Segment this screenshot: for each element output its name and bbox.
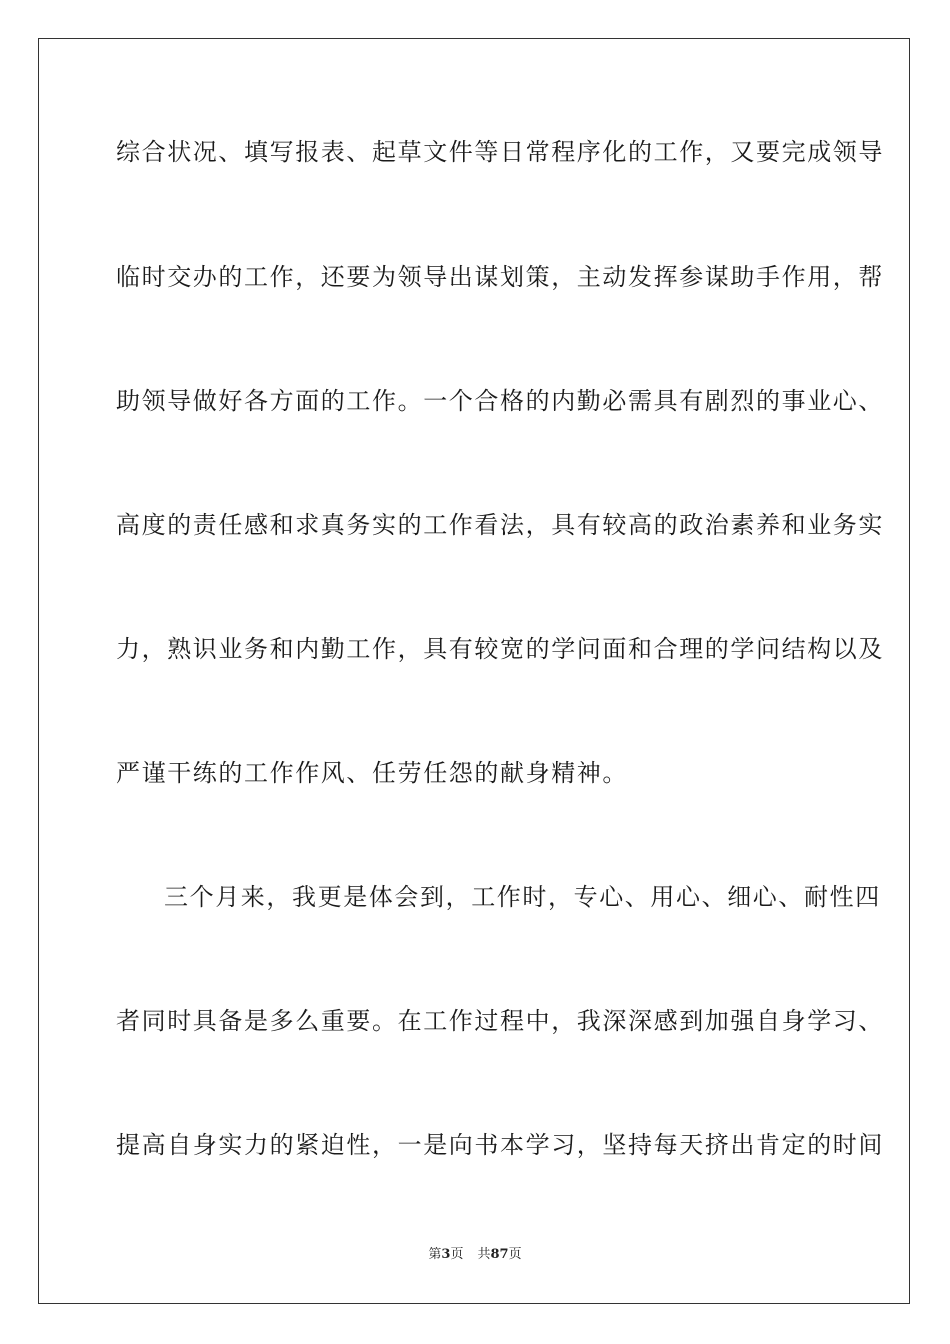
total-suffix: 页 (508, 1247, 522, 1262)
paragraph-first-line: 三个月来，我更是体会到，工作时，专心、用心、细心、耐性四 (164, 883, 881, 911)
page-border (38, 38, 910, 1304)
text-line: 严谨干练的工作作风、任劳任怨的献身精神。 (116, 759, 628, 787)
total-pages: 87 (490, 1247, 509, 1262)
total-prefix: 共 (477, 1247, 491, 1262)
page-prefix: 第 (428, 1247, 442, 1262)
text-line: 综合状况、填写报表、起草文件等日常程序化的工作，又要完成领导 (116, 138, 884, 166)
text-line: 助领导做好各方面的工作。一个合格的内勤必需具有剧烈的事业心、 (116, 387, 884, 415)
text-line: 者同时具备是多么重要。在工作过程中，我深深感到加强自身学习、 (116, 1007, 884, 1035)
page-number: 3 (441, 1247, 451, 1262)
page-footer (0, 1247, 950, 1263)
page-suffix: 页 (450, 1247, 464, 1262)
text-line: 力，熟识业务和内勤工作，具有较宽的学问面和合理的学问结构以及 (116, 635, 884, 663)
text-line: 高度的责任感和求真务实的工作看法，具有较高的政治素养和业务实 (116, 511, 884, 539)
text-line: 提高自身实力的紧迫性，一是向书本学习，坚持每天挤出肯定的时间 (116, 1131, 884, 1159)
text-line: 临时交办的工作，还要为领导出谋划策，主动发挥参谋助手作用，帮 (116, 263, 884, 291)
